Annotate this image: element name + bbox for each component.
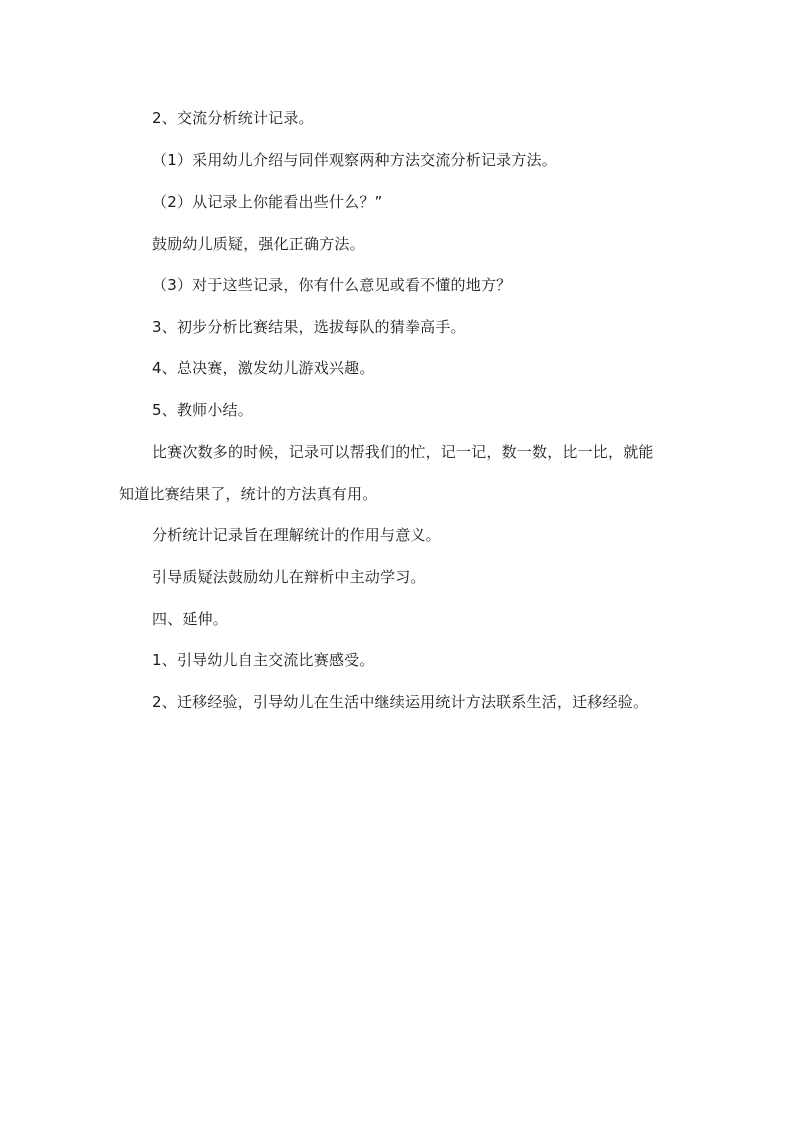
step-3-heading: 3、初步分析比赛结果，选拔每队的猜拳高手。 (152, 318, 466, 336)
step-2-item-3: （3）对于这些记录，你有什么意见或看不懂的地方？ (152, 276, 512, 294)
step-2-item-2: （2）从记录上你能看出些什么？” (152, 193, 383, 211)
step-5-heading: 5、教师小结。 (152, 401, 253, 419)
step-2-heading: 2、交流分析统计记录。 (152, 109, 314, 127)
analysis-purpose-text: 分析统计记录旨在理解统计的作用与意义。 (152, 526, 441, 544)
step-4-heading: 4、总决赛，激发幼儿游戏兴趣。 (152, 359, 375, 377)
summary-paragraph-line-1: 比赛次数多的时候，记录可以帮我们的忙，记一记，数一数，比一比，就能 (152, 443, 654, 461)
extension-item-1: 1、引导幼儿自主交流比赛感受。 (152, 651, 375, 669)
encourage-questioning-text: 鼓励幼儿质疑，强化正确方法。 (152, 235, 365, 253)
step-2-item-1: （1）采用幼儿介绍与同伴观察两种方法交流分析记录方法。 (152, 151, 557, 169)
extension-item-2: 2、迁移经验，引导幼儿在生活中继续运用统计方法联系生活，迁移经验。 (152, 693, 649, 711)
summary-paragraph-line-2: 知道比赛结果了，统计的方法真有用。 (119, 485, 378, 503)
guided-questioning-text: 引导质疑法鼓励幼儿在辩析中主动学习。 (152, 568, 426, 586)
extension-heading: 四、延伸。 (152, 610, 229, 628)
